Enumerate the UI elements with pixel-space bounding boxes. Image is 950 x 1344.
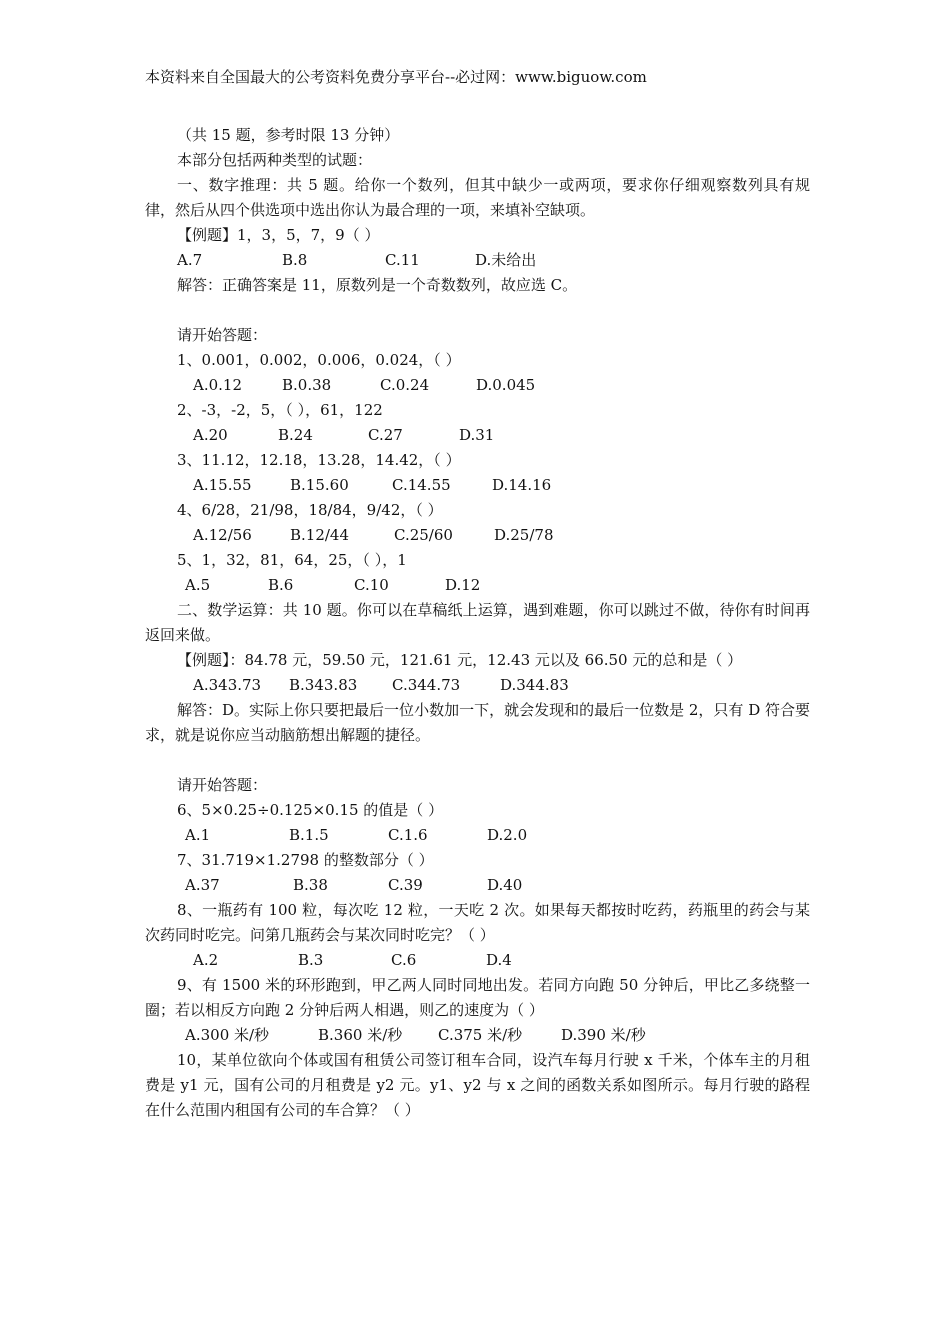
question-8-options bbox=[145, 948, 810, 973]
option-d: D.25/78 bbox=[494, 526, 554, 544]
option-b: B.343.83 bbox=[289, 676, 358, 694]
question-9-options bbox=[145, 1023, 810, 1048]
question-9: 9、有 1500 米的环形跑到，甲乙两人同时同地出发。若同方向跑 50 分钟后，甲比乙多绕整一圈；若以相反方向跑 2 分钟后两人相遇，则乙的速度为（ ） bbox=[145, 976, 810, 1019]
question-5-options bbox=[145, 573, 810, 598]
example-2-answer: 解答：D。实际上你只要把最后一位小数加一下，就会发现和的最后一位数是 2，只有 D 符合要求，就是说你应当动脑筋想出解题的捷径。 bbox=[145, 701, 810, 744]
question-4-options bbox=[145, 523, 810, 548]
option-d: D.344.83 bbox=[500, 676, 569, 694]
option-d: D.2.0 bbox=[487, 826, 528, 844]
question-6-options bbox=[145, 823, 810, 848]
example-1-answer: 解答：正确答案是 11，原数列是一个奇数数列，故应选 C。 bbox=[177, 276, 578, 294]
option-a: A.20 bbox=[193, 426, 228, 444]
question-10: 10，某单位欲向个体或国有租赁公司签订租车合同，设汽车每月行驶 x 千米，个体车主的月租费是 y1 元，国有公司的月租费是 y2 元。y1、y2 与 x 之间的函数关系如图所示。每月行驶的路程在什么范围内租国有公司的车合算？（ ） bbox=[145, 1051, 810, 1119]
option-b: B.1.5 bbox=[289, 826, 329, 844]
option-c: C.1.6 bbox=[388, 826, 428, 844]
option-a: A.37 bbox=[185, 876, 220, 894]
option-c: C.10 bbox=[354, 576, 389, 594]
question-2-options bbox=[145, 423, 810, 448]
option-d: D.4 bbox=[486, 951, 512, 969]
start-prompt-1: 请开始答题： bbox=[177, 326, 268, 344]
source-header: 本资料来自全国最大的公考资料免费分享平台--必过网：www.biguow.com bbox=[145, 68, 647, 86]
question-count: （共 15 题，参考时限 13 分钟） bbox=[177, 126, 400, 144]
example-2-options bbox=[145, 673, 810, 698]
option-a: A.0.12 bbox=[193, 376, 242, 394]
option-c: C.27 bbox=[368, 426, 403, 444]
document-body bbox=[145, 123, 810, 1123]
option-c: C.375 米/秒 bbox=[438, 1026, 523, 1044]
option-c: C.11 bbox=[385, 251, 420, 269]
example-1-options bbox=[145, 248, 810, 273]
option-d: D.0.045 bbox=[476, 376, 536, 394]
option-c: C.344.73 bbox=[392, 676, 461, 694]
option-c: C.39 bbox=[388, 876, 423, 894]
option-d: D.12 bbox=[445, 576, 481, 594]
option-b: B.3 bbox=[298, 951, 324, 969]
section-2-instructions: 二、数学运算：共 10 题。你可以在草稿纸上运算，遇到难题，你可以跳过不做，待你有时间再返回来做。 bbox=[145, 601, 810, 644]
question-5: 5、1，32，81，64，25，（ ），1 bbox=[177, 551, 407, 569]
question-1: 1、0.001，0.002，0.006，0.024，（ ） bbox=[177, 351, 461, 369]
option-b: B.360 米/秒 bbox=[318, 1026, 403, 1044]
option-c: C.0.24 bbox=[380, 376, 430, 394]
option-b: B.24 bbox=[278, 426, 313, 444]
option-a: A.12/56 bbox=[193, 526, 252, 544]
section-1-instructions: 一、数字推理：共 5 题。给你一个数列，但其中缺少一或两项，要求你仔细观察数列具有规律，然后从四个供选项中选出你认为最合理的一项，来填补空缺项。 bbox=[145, 176, 810, 219]
option-a: A.7 bbox=[177, 251, 203, 269]
question-3: 3、11.12，12.18，13.28，14.42，（ ） bbox=[177, 451, 461, 469]
option-b: B.8 bbox=[282, 251, 308, 269]
option-d: D.40 bbox=[487, 876, 523, 894]
option-b: B.0.38 bbox=[282, 376, 332, 394]
option-c: C.14.55 bbox=[392, 476, 451, 494]
example-1-question: 【例题】1，3，5，7，9（ ） bbox=[177, 226, 380, 244]
option-b: B.38 bbox=[293, 876, 328, 894]
option-a: A.343.73 bbox=[193, 676, 262, 694]
option-a: A.300 米/秒 bbox=[185, 1026, 270, 1044]
option-c: C.6 bbox=[391, 951, 417, 969]
option-a: A.1 bbox=[185, 826, 211, 844]
question-7: 7、31.719×1.2798 的整数部分（ ） bbox=[177, 851, 434, 869]
example-2-question: 【例题】：84.78 元，59.50 元，121.61 元，12.43 元以及 66.50 元的总和是（ ） bbox=[177, 651, 743, 669]
types-intro: 本部分包括两种类型的试题： bbox=[177, 151, 373, 169]
option-a: A.15.55 bbox=[193, 476, 252, 494]
question-1-options bbox=[145, 373, 810, 398]
option-d: D.31 bbox=[459, 426, 495, 444]
question-3-options bbox=[145, 473, 810, 498]
option-b: B.15.60 bbox=[290, 476, 349, 494]
option-a: A.5 bbox=[185, 576, 211, 594]
option-b: B.6 bbox=[268, 576, 294, 594]
option-a: A.2 bbox=[193, 951, 219, 969]
option-c: C.25/60 bbox=[394, 526, 453, 544]
question-8: 8、一瓶药有 100 粒，每次吃 12 粒，一天吃 2 次。如果每天都按时吃药，药瓶里的药会与某次药同时吃完。问第几瓶药会与某次同时吃完？（ ） bbox=[145, 901, 810, 944]
question-7-options bbox=[145, 873, 810, 898]
option-d: D.390 米/秒 bbox=[561, 1026, 646, 1044]
question-2: 2、-3，-2，5，（ ），61，122 bbox=[177, 401, 383, 419]
option-b: B.12/44 bbox=[290, 526, 350, 544]
start-prompt-2: 请开始答题： bbox=[177, 776, 268, 794]
question-4: 4、6/28，21/98，18/84，9/42，（ ） bbox=[177, 501, 443, 519]
option-d: D.未给出 bbox=[475, 251, 537, 269]
question-6: 6、5×0.25÷0.125×0.15 的值是（ ） bbox=[177, 801, 444, 819]
option-d: D.14.16 bbox=[492, 476, 552, 494]
